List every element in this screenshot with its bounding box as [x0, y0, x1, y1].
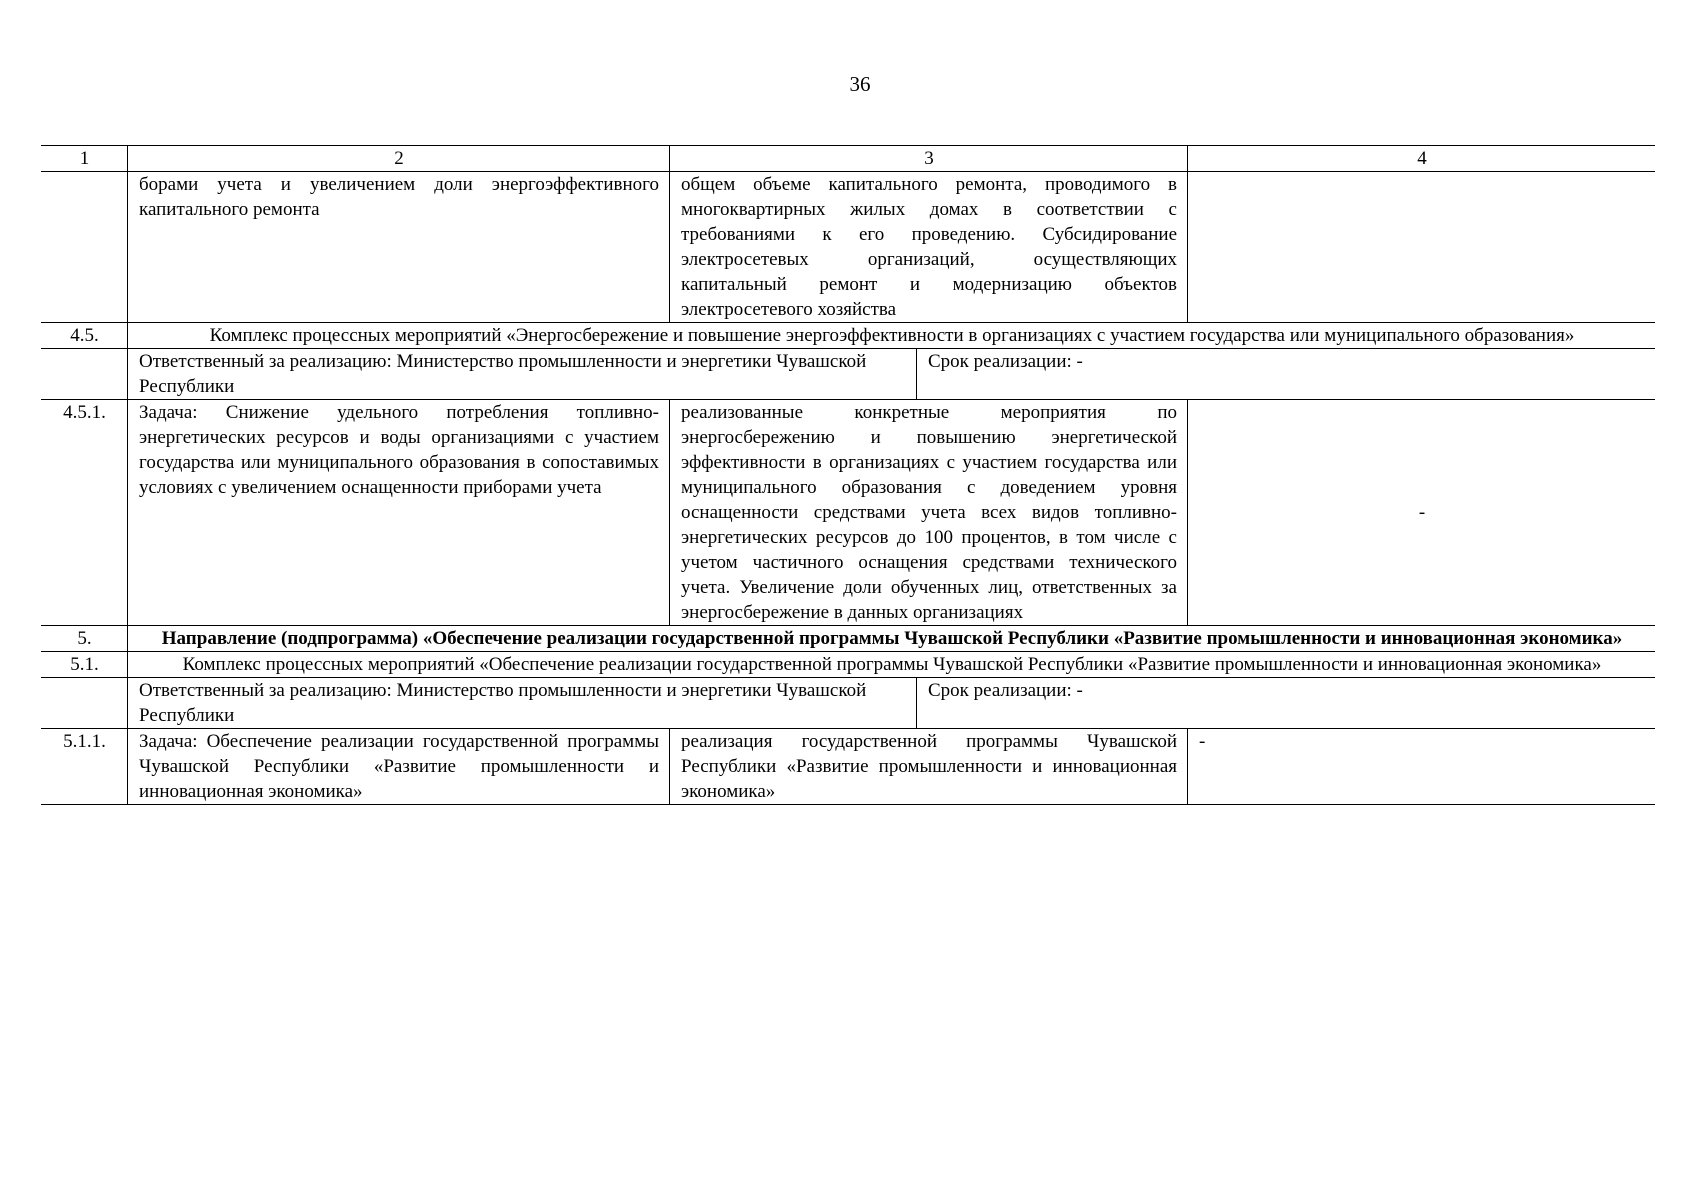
- responsible-cell: Ответственный за реализацию: Министерство промышленности и энергетики Чувашской Республики: [139, 680, 867, 726]
- table-row-responsible-1: [41, 348, 1655, 399]
- program-table: [41, 145, 1655, 805]
- link-cell: -: [1187, 729, 1655, 804]
- link-cell: -: [1187, 400, 1655, 625]
- column-header-3: 3: [669, 146, 1187, 171]
- column-header-1: 1: [79, 148, 90, 169]
- direction-title: Направление (подпрограмма) «Обеспечение реализации государственной программы Чувашской Республики «Развитие промышленности и инновационная экономика»: [127, 626, 1655, 651]
- row-number-cell: [41, 349, 127, 399]
- task-cell: Задача: Снижение удельного потребления топливно-энергетических ресурсов и воды организациями с участием государства или муниципального образования в сопоставимых условиях с увеличением оснащенности приборами учета: [127, 400, 669, 625]
- result-cell: общем объеме капитального ремонта, проводимого в многоквартирных жилых домах в соответствии с требованиями к его проведению. Субсидирование электросетевых организаций, осуществляющих капитальный ремонт и модернизацию объектов электросетевого хозяйства: [669, 172, 1187, 322]
- table-row-4-5-1: [41, 399, 1655, 625]
- table-row-responsible-2: [41, 677, 1655, 728]
- term-cell: Срок реализации: -: [916, 678, 1656, 728]
- row-number-cell: [41, 678, 127, 728]
- term-cell: Срок реализации: -: [916, 349, 1656, 399]
- table-row-continued: [41, 171, 1655, 322]
- table-row-5-1-1: [41, 728, 1655, 805]
- responsible-split: [127, 349, 1655, 399]
- row-number: 5.1.: [70, 654, 99, 675]
- page-number: 36: [849, 72, 871, 96]
- complex-title: Комплекс процессных мероприятий «Обеспечение реализации государственной программы Чувашской Республики «Развитие промышленности и инновационная экономика»: [127, 652, 1655, 677]
- row-number-cell: [41, 172, 127, 322]
- table-row-5-1: [41, 651, 1655, 677]
- column-header-2: 2: [127, 146, 669, 171]
- result-cell: реализованные конкретные мероприятия по энергосбережению и повышению энергетической эффективности в организациях с участием государства или муниципального образования с доведением уровня оснащенности средствами учета всех видов топливно-энергетических ресурсов до 100 процентов, в том числе с учетом частичного оснащения средствами технического учета. Увеличение доли обученных лиц, ответственных за энергосбережение в данных организациях: [669, 400, 1187, 625]
- row-number: 5.: [77, 628, 92, 649]
- task-cell: Задача: Обеспечение реализации государственной программы Чувашской Республики «Развитие промышленности и инновационная экономика»: [127, 729, 669, 804]
- responsible-split: [127, 678, 1655, 728]
- row-number: 4.5.: [70, 325, 99, 346]
- table-row-4-5: [41, 322, 1655, 348]
- column-header-4: 4: [1187, 146, 1655, 171]
- row-number: 4.5.1.: [63, 402, 106, 423]
- result-cell: реализация государственной программы Чувашской Республики «Развитие промышленности и инновационная экономика»: [669, 729, 1187, 804]
- task-cell: борами учета и увеличением доли энергоэффективного капитального ремонта: [127, 172, 669, 322]
- link-cell: [1187, 172, 1655, 322]
- table-row-5: [41, 625, 1655, 651]
- complex-title: Комплекс процессных мероприятий «Энергосбережение и повышение энергоэффективности в организациях с участием государства или муниципального образования»: [127, 323, 1655, 348]
- responsible-cell: Ответственный за реализацию: Министерство промышленности и энергетики Чувашской Республики: [139, 351, 867, 397]
- table-header-row: [41, 145, 1655, 171]
- row-number: 5.1.1.: [63, 731, 106, 752]
